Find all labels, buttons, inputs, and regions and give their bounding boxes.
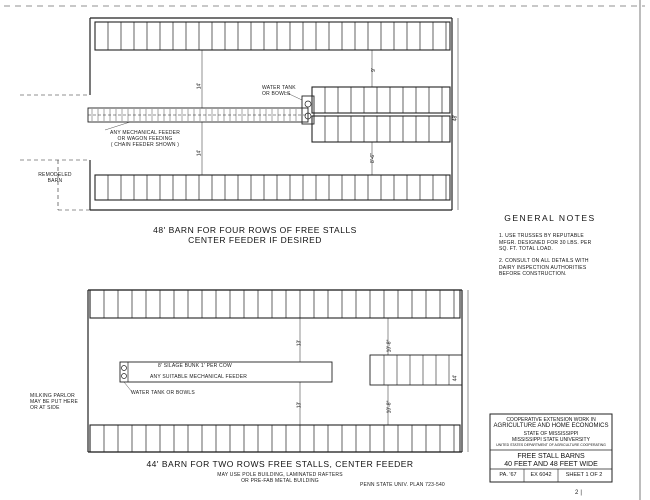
dim-bottom-right-upper: 10'-8" [386, 339, 393, 353]
tb-line-2: AGRICULTURE AND HOME ECONOMICS [493, 423, 609, 429]
dim-bottom-right-lower: 10'-8" [386, 400, 393, 414]
tb-drawing-title-2: 40 FEET AND 48 FEET WIDE [504, 461, 598, 468]
corner-mark: 2 | [575, 490, 583, 496]
silage-bunk-label: 8' SILAGE BUNK 1' PER COW [158, 363, 232, 369]
general-note-1: 1. USE TRUSSES BY REPUTABLE MFGR. DESIGNED FOR 30 LBS. PER SQ. FT. TOTAL LOAD. [499, 233, 592, 252]
dim-overall-bottom: 44' [452, 374, 459, 382]
tb-line-4: MISSISSIPPI STATE UNIVERSITY [512, 437, 590, 443]
bottom-feeder-label: ANY SUITABLE MECHANICAL FEEDER [150, 374, 248, 380]
bottom-water-bowl-2 [122, 374, 127, 379]
water-tank-label-top: WATER TANK OR BOWLS [262, 85, 296, 97]
dim-bottom-lower: 13' [296, 401, 303, 409]
bottom-water-label: WATER TANK OR BOWLS [131, 390, 195, 396]
mechanical-feeder-label: ANY MECHANICAL FEEDER OR WAGON FEEDING ( CHAIN FEEDER SHOWN ) [109, 130, 181, 148]
tb-line-1: COOPERATIVE EXTENSION WORK IN [506, 417, 596, 423]
dim-bottom-upper: 13' [296, 339, 303, 347]
top-feeder-leader [105, 122, 130, 130]
tb-line-3: STATE OF MISSISSIPPI [523, 431, 579, 437]
tb-cell-ex: EX 6042 [530, 472, 552, 478]
bottom-stall-row-2-outline [90, 425, 460, 452]
bottom-water-bowl-1 [122, 366, 127, 371]
tb-cell-pa: PA. '67 [499, 472, 517, 478]
dim-upper-right: 9' [370, 68, 377, 72]
top-stall-row-4-outline [95, 175, 450, 200]
bottom-stall-row-1-outline [90, 290, 460, 318]
general-note-2: 2. CONSULT ON ALL DETAILS WITH DAIRY INSPECTION AUTHORITIES BEFORE CONSTRUCTION. [499, 258, 589, 277]
top-water-bowl-1 [305, 101, 311, 107]
top-stall-row-1-outline [95, 22, 450, 50]
top-plan-title: 48' BARN FOR FOUR ROWS OF FREE STALLS CENTER FEEDER IF DESIRED [153, 225, 357, 245]
tb-drawing-title-1: FREE STALL BARNS [517, 453, 585, 460]
plan-number: PENN STATE UNIV. PLAN 723-540 [360, 482, 445, 488]
tb-line-5: UNITED STATES DEPARTMENT OF AGRICULTURE COOPERATING [496, 443, 606, 447]
general-notes-heading: GENERAL NOTES [504, 213, 596, 223]
dim-lower-left: 14' [196, 149, 203, 157]
bottom-plan-title: 44' BARN FOR TWO ROWS FREE STALLS, CENTER FEEDER [146, 459, 414, 469]
milking-parlor-label: MILKING PARLOR MAY BE PUT HERE OR AT SIDE [30, 393, 79, 411]
remodeled-barn-label: REMODELED BARN [38, 172, 72, 184]
bottom-plan-subtitle: MAY USE POLE BUILDING, LAMINATED RAFTERS OR PRE-FAB METAL BUILDING [217, 472, 343, 484]
dim-overall-top: 48' [452, 114, 459, 122]
dim-lower-right: 8'-6" [369, 153, 376, 163]
tb-cell-sheet: SHEET 1 OF 2 [565, 472, 603, 478]
dim-upper-left: 14' [196, 82, 203, 90]
